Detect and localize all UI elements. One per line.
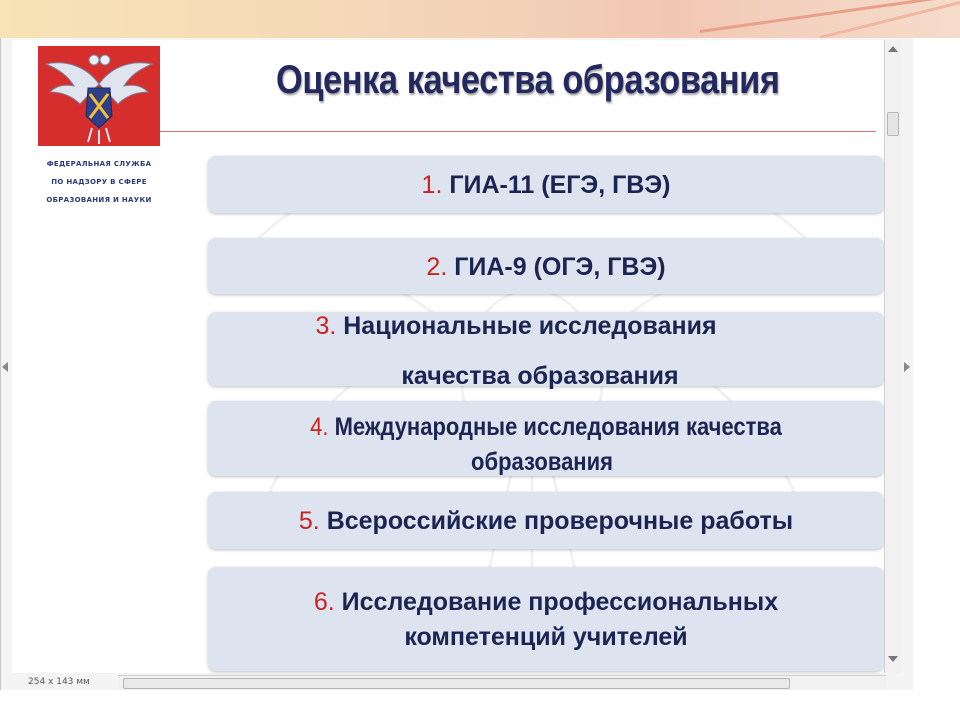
item-label: образования <box>471 448 613 476</box>
list-item[interactable] <box>208 401 884 476</box>
vertical-scrollbar[interactable] <box>884 40 901 673</box>
scroll-thumb[interactable] <box>123 678 790 689</box>
list-item[interactable] <box>208 238 884 294</box>
agency-name <box>34 155 164 209</box>
list-item[interactable] <box>208 312 884 390</box>
agency-name-line: ОБРАЗОВАНИЯ И НАУКИ <box>46 196 152 204</box>
item-number: 5. <box>298 507 320 535</box>
item-label: Национальные исследования <box>343 312 717 340</box>
agency-name-line: ФЕДЕРАЛЬНАЯ СЛУЖБА <box>46 160 152 168</box>
scroll-right-icon[interactable] <box>904 362 910 372</box>
item-number: 1. <box>421 171 443 199</box>
item-label: ГИА-9 (ОГЭ, ГВЭ) <box>454 253 666 281</box>
agency-name-line: ПО НАДЗОРУ В СФЕРЕ <box>51 178 147 186</box>
list-item[interactable] <box>208 567 884 671</box>
list-item[interactable] <box>208 492 884 549</box>
item-label: Всероссийские проверочные работы <box>326 507 794 535</box>
title-divider <box>160 131 876 132</box>
emblem-icon <box>38 46 160 146</box>
list-item[interactable] <box>208 156 884 213</box>
scroll-down-icon[interactable] <box>888 656 898 662</box>
agency-logo <box>38 46 160 146</box>
item-label: компетенций учителей <box>404 623 688 651</box>
top-decoration <box>0 0 960 38</box>
item-label: Исследование профессиональных <box>341 588 779 616</box>
scroll-up-icon[interactable] <box>888 46 898 52</box>
item-label: Международные исследования качества <box>334 413 782 441</box>
slide-size-readout: 254 x 143 мм <box>28 677 90 687</box>
scroll-thumb[interactable] <box>887 112 899 136</box>
bottom-strip <box>0 690 960 720</box>
slide-title: Оценка качества образования <box>276 58 780 102</box>
item-number: 4. <box>310 413 329 441</box>
item-label: ГИА-11 (ЕГЭ, ГВЭ) <box>449 171 671 199</box>
item-label: качества образования <box>401 362 679 390</box>
item-number: 6. <box>313 588 335 616</box>
scroll-left-icon[interactable] <box>2 362 8 372</box>
item-number: 3. <box>315 312 337 340</box>
item-number: 2. <box>426 253 448 281</box>
horizontal-scrollbar[interactable] <box>118 675 886 690</box>
